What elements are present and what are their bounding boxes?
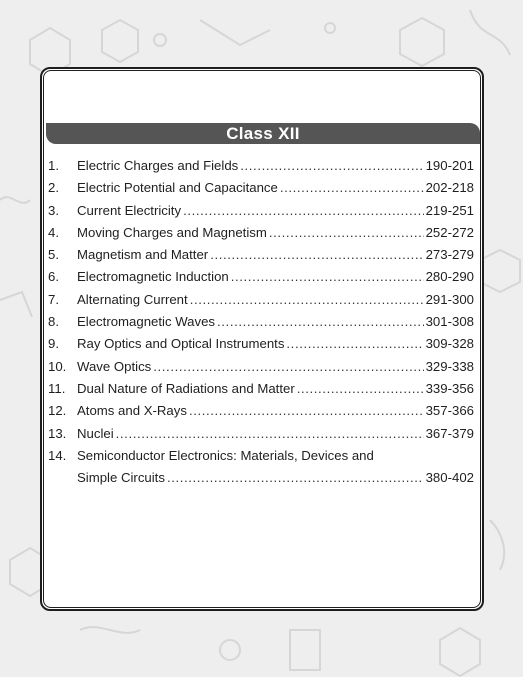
toc-row [48,448,474,470]
chapter-title: Atoms and X-Rays [77,403,187,419]
chapter-number: 1. [48,158,59,173]
dot-leader [167,470,424,485]
toc-row [48,336,474,358]
chapter-title: Dual Nature of Radiations and Matter [77,380,295,396]
chapter-title: Nuclei [77,425,114,441]
page-range: 339-356 [425,380,474,396]
page-range: 367-379 [425,425,474,441]
chapter-title: Current Electricity [77,202,182,218]
chapter-title-continued: Simple Circuits [77,470,165,486]
chapter-number: 8. [48,314,59,330]
toc-row [48,292,474,314]
toc-row [48,314,474,336]
page-range: 309-328 [425,336,474,352]
chapter-title: Alternating Current [77,291,188,307]
chapter-number: 5. [48,247,59,263]
chapter-title: Electric Charges and Fields [77,158,239,173]
chapter-number: 11. [48,380,66,396]
chapter-number: 2. [48,180,59,196]
page-range: 280-290 [425,269,474,285]
page-range: 380-402 [425,470,474,486]
dot-leader [240,158,423,173]
chapter-title: Wave Optics [77,358,152,374]
class-title: Class XII [226,123,300,143]
toc-row [48,180,474,202]
chapter-title: Magnetism and Matter [77,247,209,263]
toc-row-continuation [48,470,474,492]
dot-leader [269,225,424,240]
page-range: 301-308 [425,314,474,330]
chapter-number: 3. [48,202,59,218]
chapter-title: Moving Charges and Magnetism [77,224,267,240]
toc-row [48,269,474,291]
chapter-title: Ray Optics and Optical Instruments [77,336,285,352]
chapter-title: Electric Potential and Capacitance [77,180,278,196]
chapter-number: 7. [48,291,59,307]
chapter-number: 6. [48,269,59,285]
toc-row [48,426,474,448]
toc-row [48,381,474,403]
table-of-contents [48,158,474,492]
page-range: 291-300 [425,291,474,307]
chapter-number: 14. [48,447,67,463]
page-range: 202-218 [425,180,474,196]
toc-row [48,359,474,381]
page-range: 273-279 [425,247,474,263]
chapter-number: 10. [48,358,67,374]
dot-leader [217,314,424,329]
dot-leader [116,426,424,441]
page-range: 329-338 [425,358,474,374]
dot-leader [153,359,423,374]
class-title-bar [46,123,480,144]
chapter-title: Semiconductor Electronics: Materials, Devices and [77,447,374,463]
dot-leader [286,336,423,351]
toc-row [48,403,474,425]
toc-row [48,247,474,269]
chapter-number: 4. [48,224,59,240]
chapter-title: Electromagnetic Induction [77,269,229,285]
toc-row [48,203,474,225]
page-range: 190-201 [425,158,474,173]
dot-leader [189,403,424,418]
toc-row [48,225,474,247]
dot-leader [190,292,424,307]
page-range: 357-366 [425,403,474,419]
dot-leader [297,381,424,396]
dot-leader [210,247,423,262]
dot-leader [231,269,424,284]
dot-leader [280,180,424,195]
page-range: 219-251 [425,202,474,218]
chapter-number: 12. [48,403,67,419]
chapter-number: 13. [48,425,67,441]
chapter-title: Electromagnetic Waves [77,314,216,330]
toc-row [48,158,474,180]
dot-leader [183,203,424,218]
chapter-number: 9. [48,336,59,352]
page-range: 252-272 [425,224,474,240]
